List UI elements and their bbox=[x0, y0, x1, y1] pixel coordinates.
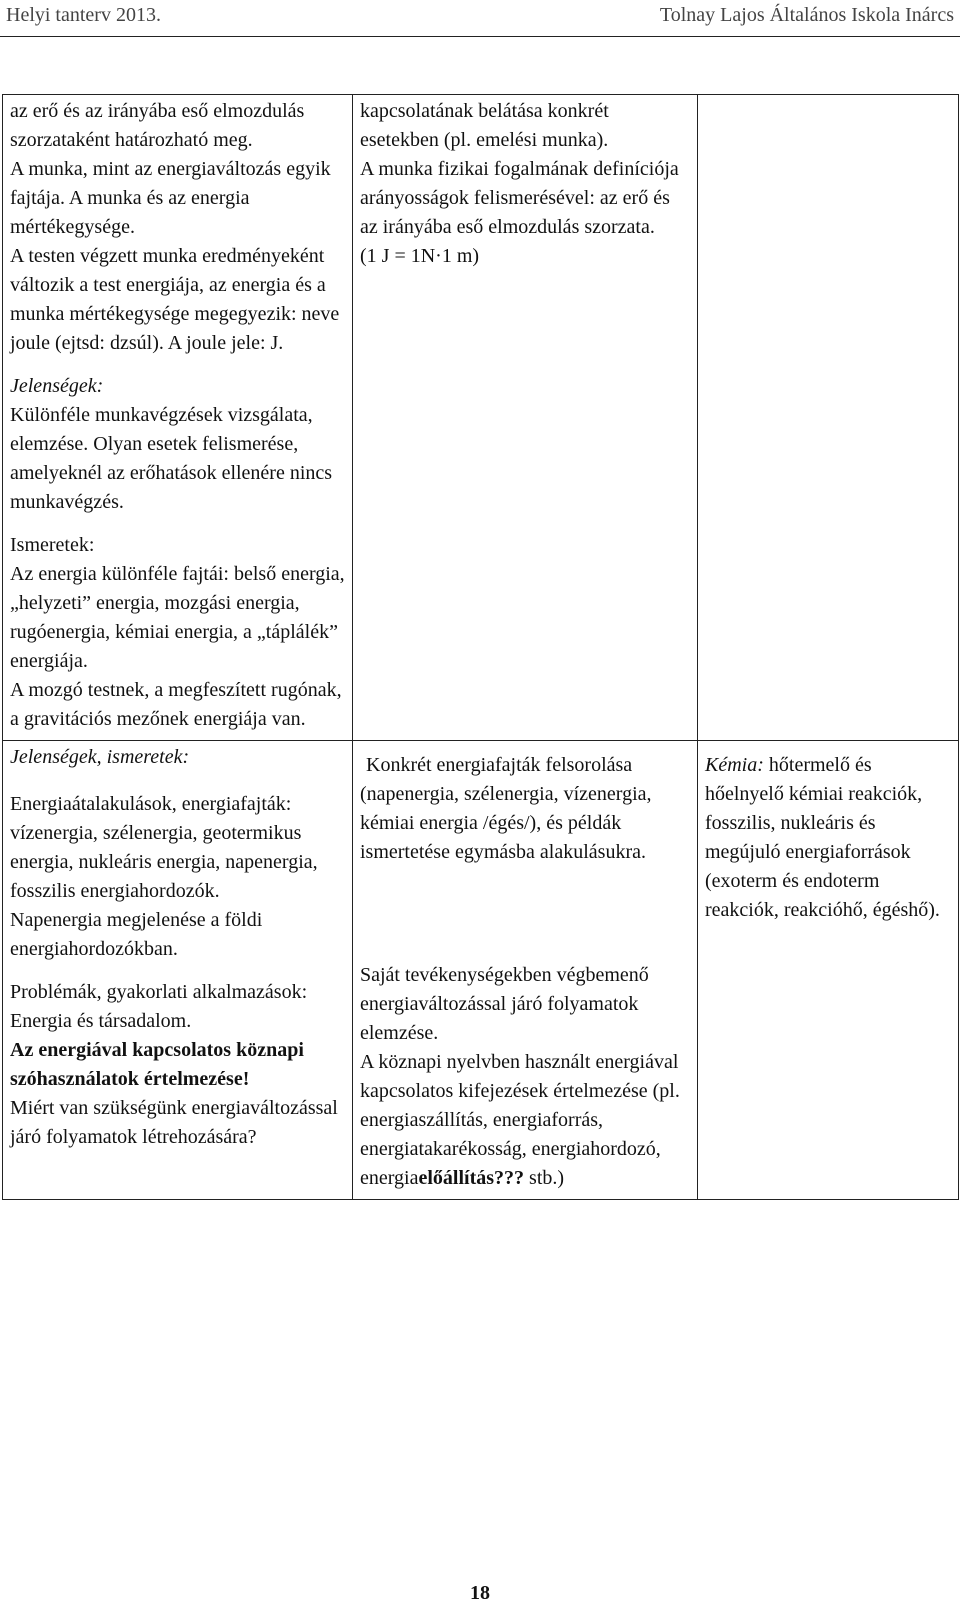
paragraph: Konkrét energiafajták felsorolása (napenergia, szélenergia, vízenergia, kémiai energia /égés/), és példák ismertetése egymásba alakulásukra. bbox=[360, 754, 652, 863]
content-cell bbox=[3, 95, 353, 741]
phenomena-label: Jelenségek: bbox=[10, 375, 104, 397]
paragraph: Az energia különféle fajtái: belső energia, „helyzeti” energia, mozgási energia, rugóenergia, kémiai energia, a „táplálék” energiája. bbox=[10, 563, 345, 672]
text-run: stb.) bbox=[524, 1167, 565, 1189]
paragraph bbox=[360, 1048, 690, 1193]
table-row bbox=[3, 741, 959, 1200]
paragraph: Különféle munkavégzések vizsgálata, elemzése. Olyan esetek felismerése, amelyeknél az erőhatások ellenére nincs munkavégzés. bbox=[10, 404, 333, 513]
formula: (1 J = 1N·1 m) bbox=[360, 245, 480, 267]
paragraph: A mozgó testnek, a megfeszített rugónak, a gravitációs mezőnek energiája van. bbox=[10, 679, 342, 730]
content-cell bbox=[3, 741, 353, 1200]
activity-cell bbox=[353, 741, 698, 1200]
knowledge-label: Ismeretek: bbox=[10, 534, 95, 556]
connections-cell bbox=[698, 95, 959, 741]
paragraph: kapcsolatának belátása konkrét esetekben (pl. emelési munka). bbox=[360, 100, 609, 151]
phenomena-knowledge-label: Jelenségek, ismeretek: bbox=[10, 746, 190, 768]
connections-cell bbox=[698, 741, 959, 1200]
problems-label: Problémák, gyakorlati alkalmazások: bbox=[10, 981, 308, 1003]
paragraph: Saját tevékenységekben végbemenő energiaváltozással járó folyamatok elemzése. bbox=[360, 964, 649, 1044]
paragraph: A munka, mint az energiaváltozás egyik fajtája. A munka és az energia mértékegysége. bbox=[10, 158, 331, 238]
paragraph: Energia és társadalom. bbox=[10, 1010, 192, 1032]
text-run: hőtermelő és hőelnyelő kémiai reakciók, fosszilis, nukleáris és megújuló energiaforrások (exoterm és endoterm reakciók, reakcióhő, égéshő). bbox=[705, 754, 940, 921]
paragraph: Energiaátalakulások, energiafajták: vízenergia, szélenergia, geotermikus energia, nukleáris energia, napenergia, fosszilis energiahordozók. bbox=[10, 793, 318, 902]
paragraph: az erő és az irányába eső elmozdulás szorzataként határozható meg. bbox=[10, 100, 305, 151]
table-row bbox=[3, 95, 959, 741]
paragraph: Miért van szükségünk energiaváltozással járó folyamatok létrehozására? bbox=[10, 1097, 338, 1148]
paragraph: A munka fizikai fogalmának definíciója arányosságok felismerésével: az erő és az irányába eső elmozdulás szorzata. bbox=[360, 158, 679, 238]
curriculum-table bbox=[2, 94, 959, 1200]
paragraph bbox=[705, 751, 951, 925]
bold-paragraph: Az energiával kapcsolatos köznapi szóhasználatok értelmezése! bbox=[10, 1039, 304, 1090]
text-run: A köznapi nyelvben használt energiával kapcsolatos kifejezések értelmezése (pl. energiaszállítás, energiaforrás, energiatakarékosság, energiahordozó, energia bbox=[360, 1051, 680, 1189]
header-school-name: Tolnay Lajos Általános Iskola Inárcs bbox=[659, 4, 954, 26]
page-header bbox=[0, 0, 960, 40]
page-number: 18 bbox=[470, 1582, 490, 1604]
header-rule bbox=[0, 36, 960, 37]
paragraph: Napenergia megjelenése a földi energiahordozókban. bbox=[10, 909, 263, 960]
activity-cell bbox=[353, 95, 698, 741]
paragraph: A testen végzett munka eredményeként változik a test energiája, az energia és a munka mértékegysége megegyezik: neve joule (ejtsd: dzsúl). A joule jele: J. bbox=[10, 245, 340, 354]
subject-label: Kémia: bbox=[705, 754, 764, 776]
bold-text-run: előállítás??? bbox=[418, 1167, 525, 1189]
header-left-title: Helyi tanterv 2013. bbox=[6, 4, 161, 26]
